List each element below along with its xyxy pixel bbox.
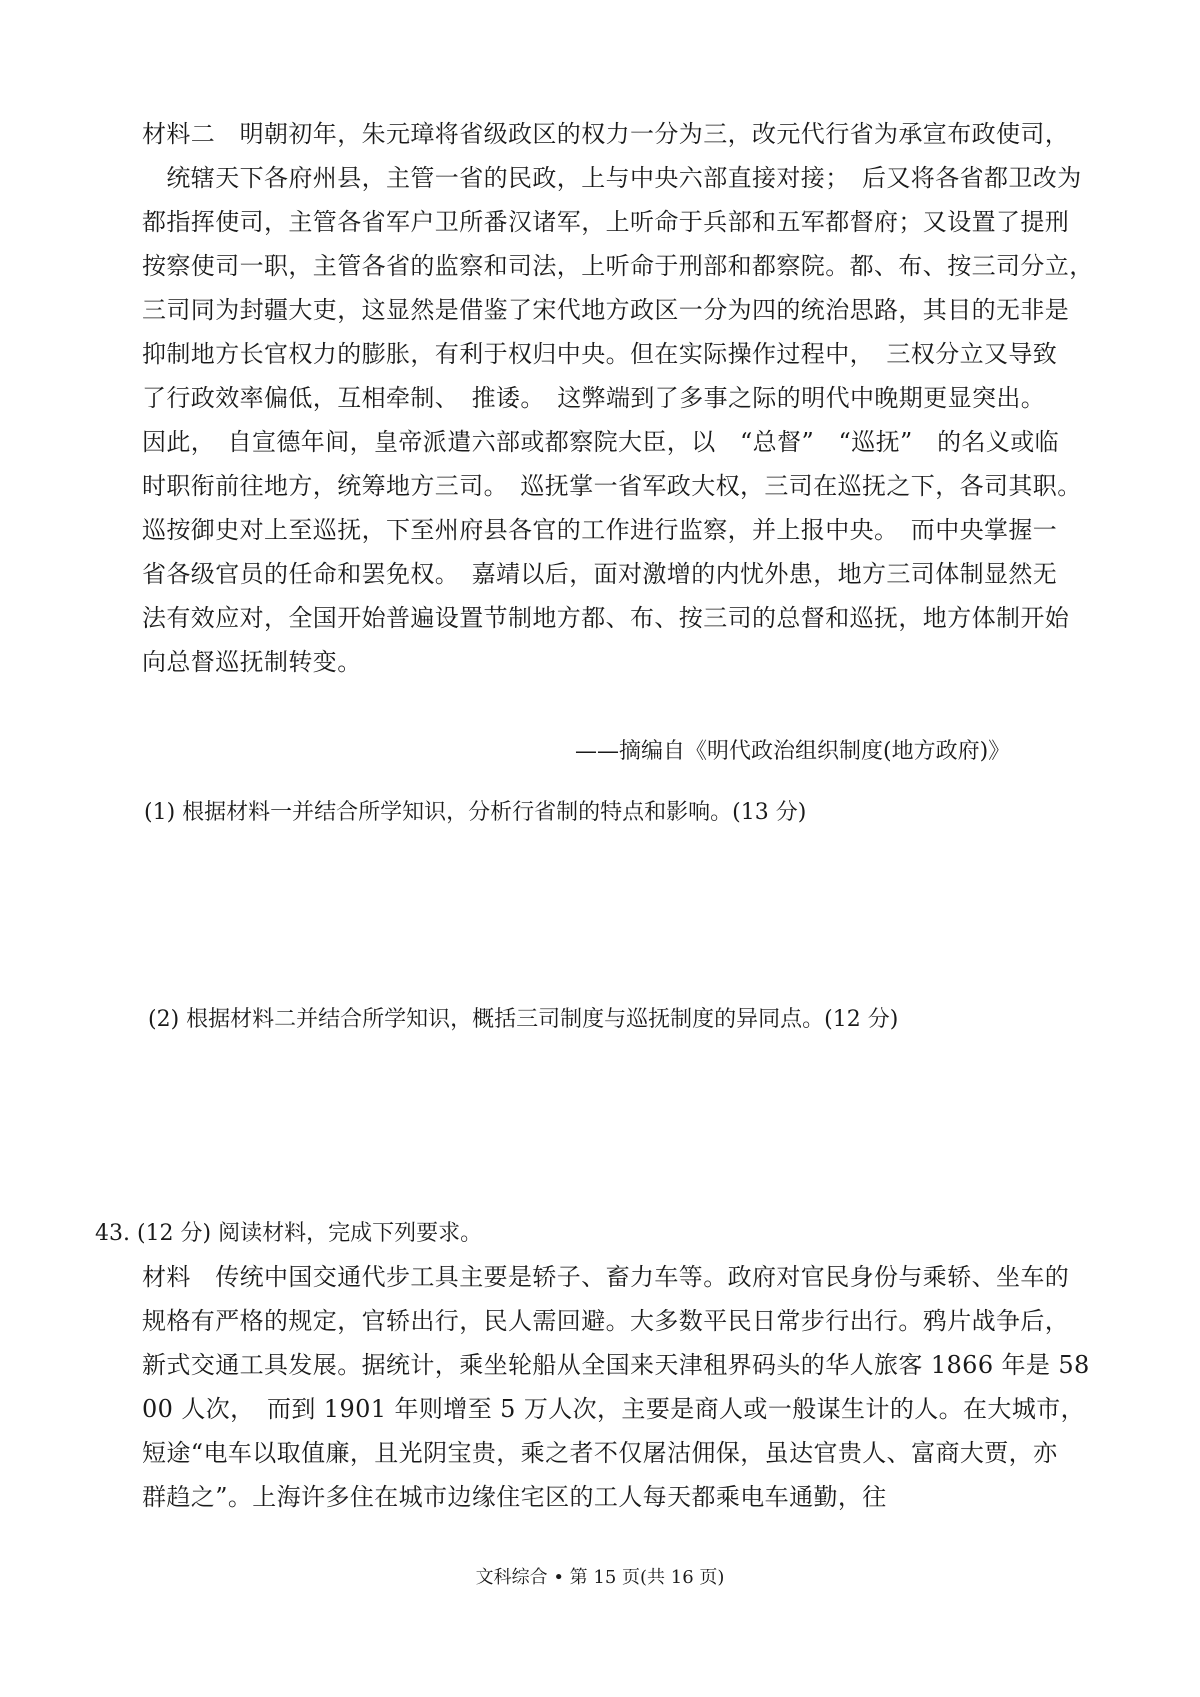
passage-line: 法有效应对，全国开始普遍设置节制地方都、布、按三司的总督和巡抚，地方体制开始 — [142, 604, 1070, 632]
passage-line: 时职衔前往地方，统筹地方三司。 巡抚掌一省军政大权，三司在巡抚之下，各司其职。 — [142, 472, 1082, 500]
passage-source: ——摘编自《明代政治组织制度(地方政府)》 — [575, 739, 1011, 764]
passage-line: 材料二 明朝初年，朱元璋将省级政区的权力一分为三，改元代行省为承宣布政使司， — [142, 120, 1070, 148]
passage-line: 了行政效率偏低，互相牵制、 推诿。 这弊端到了多事之际的明代中晚期更显突出。 — [142, 384, 1046, 412]
passage-line: 巡按御史对上至巡抚，下至州府县各官的工作进行监察，并上报中央。 而中央掌握一 — [142, 516, 1058, 544]
question-43-header: 43. (12 分) 阅读材料，完成下列要求。 — [95, 1221, 483, 1246]
question-2: (2) 根据材料二并结合所学知识，概括三司制度与巡抚制度的异同点。(12 分) — [148, 1007, 899, 1032]
passage-line: 群趋之”。上海许多住在城市边缘住宅区的工人每天都乘电车通勤，往 — [142, 1483, 887, 1511]
passage-line: 省各级官员的任命和罢免权。 嘉靖以后，面对激增的内忧外患，地方三司体制显然无 — [142, 560, 1058, 588]
passage-line: 材料 传统中国交通代步工具主要是轿子、畜力车等。政府对官民身份与乘轿、坐车的 — [142, 1263, 1070, 1291]
passage-line: 都指挥使司，主管各省军户卫所番汉诸军，上听命于兵部和五军都督府；又设置了提刑 — [142, 208, 1070, 236]
passage-line: 统辖天下各府州县，主管一省的民政，上与中央六部直接对接； 后又将各省都卫改为 — [142, 164, 1082, 192]
passage-line: 短途“电车以取值廉，且光阴宝贵，乘之者不仅屠沽佣保，虽达官贵人、富商大贾，亦 — [142, 1439, 1058, 1467]
passage-line: 抑制地方长官权力的膨胀，有利于权归中央。但在实际操作过程中， 三权分立又导致 — [142, 340, 1058, 368]
question-1: (1) 根据材料一并结合所学知识，分析行省制的特点和影响。(13 分) — [144, 800, 807, 825]
passage-line: 新式交通工具发展。据统计，乘坐轮船从全国来天津租界码头的华人旅客 1866 年是 58 — [142, 1351, 1090, 1379]
passage-line: 规格有严格的规定，官轿出行，民人需回避。大多数平民日常步行出行。鸦片战争后， — [142, 1307, 1070, 1335]
passage-line: 三司同为封疆大吏，这显然是借鉴了宋代地方政区一分为四的统治思路，其目的无非是 — [142, 296, 1070, 324]
page-footer: 文科综合 • 第 15 页(共 16 页) — [475, 1567, 725, 1588]
passage-line: 因此， 自宣德年间，皇帝派遣六部或都察院大臣，以 “总督” “巡抚” 的名义或临 — [142, 428, 1060, 456]
passage-line: 向总督巡抚制转变。 — [142, 648, 362, 676]
passage-line: 00 人次， 而到 1901 年则增至 5 万人次，主要是商人或一般谋生计的人。在大城市， — [142, 1395, 1086, 1423]
passage-line: 按察使司一职，主管各省的监察和司法，上听命于刑部和都察院。都、布、按三司分立， — [142, 252, 1094, 280]
